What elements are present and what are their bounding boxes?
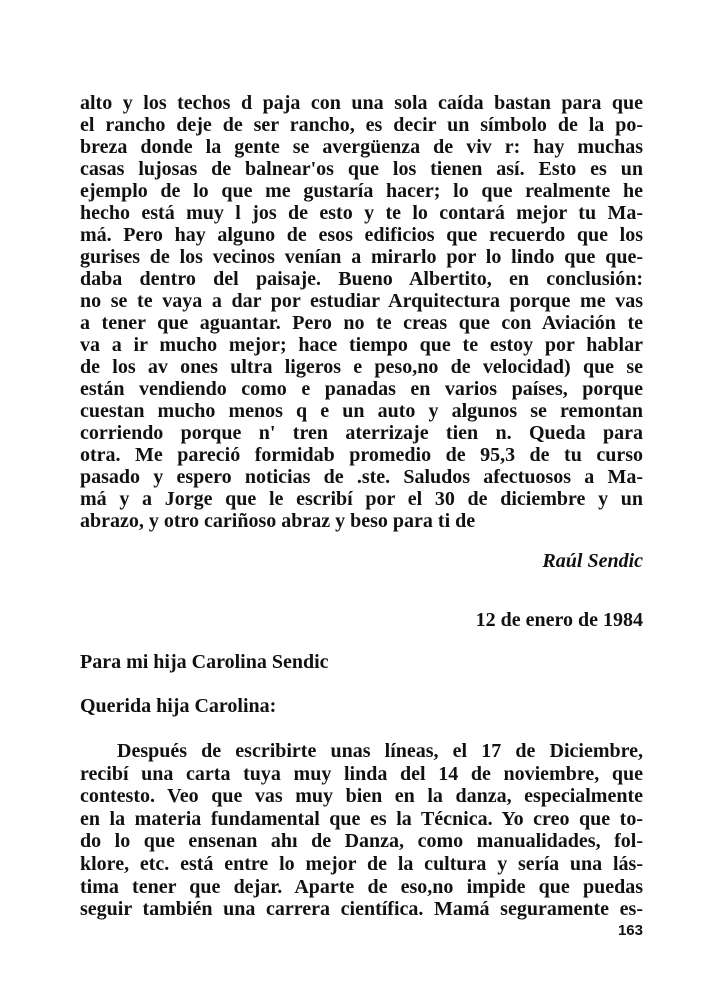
salutation: Querida hija Carolina: bbox=[80, 695, 277, 717]
text-line: alto y los techos d paja con una sola caída bastan para que bbox=[80, 92, 643, 114]
text-line: tima tener que dejar. Aparte de eso,no impide que puedas bbox=[80, 875, 643, 898]
letter-1-body bbox=[80, 92, 643, 532]
text-line: en la materia fundamental que es la Técnica. Yo creo que to- bbox=[80, 807, 643, 830]
text-line: casas lujosas de balnear'os que los tienen así. Esto es un bbox=[80, 158, 643, 180]
text-line: recibí una carta tuya muy linda del 14 de noviembre, que bbox=[80, 762, 643, 785]
text-line: breza donde la gente se avergüenza de viv r: hay muchas bbox=[80, 136, 643, 158]
text-line: daba dentro del paisaje. Bueno Albertito, en conclusión: bbox=[80, 268, 643, 290]
text-line: má y a Jorge que le escribí por el 30 de diciembre y un bbox=[80, 488, 643, 510]
page-number: 163 bbox=[617, 922, 643, 939]
addressee: Para mi hija Carolina Sendic bbox=[80, 651, 329, 673]
text-line: corriendo porque n' tren aterrizaje tien n. Queda para bbox=[80, 422, 643, 444]
text-line: el rancho deje de ser rancho, es decir un símbolo de la po- bbox=[80, 114, 643, 136]
text-line: de los av ones ultra ligeros e peso,no de velocidad) que se bbox=[80, 356, 643, 378]
text-line: Después de escribirte unas líneas, el 17 de Diciembre, bbox=[117, 740, 643, 762]
text-line: seguir también una carrera científica. Mamá seguramente es- bbox=[80, 898, 643, 921]
text-line: klore, etc. está entre lo mejor de la cultura y sería una lás- bbox=[80, 852, 643, 875]
signature: Raúl Sendic bbox=[542, 550, 643, 572]
text-line: abrazo, y otro cariñoso abraz y beso para ti de bbox=[80, 510, 476, 532]
text-line: no se te vaya a dar por estudiar Arquitectura porque me vas bbox=[80, 290, 643, 312]
letter-2-body bbox=[80, 740, 643, 921]
text-line: otra. Me pareció formidab promedio de 95,3 de tu curso bbox=[80, 444, 643, 466]
text-line: contesto. Veo que vas muy bien en la danza, especialmente bbox=[80, 785, 643, 808]
text-line: cuestan mucho menos q e un auto y algunos se remontan bbox=[80, 400, 643, 422]
text-line: a tener que aguantar. Pero no te creas que con Aviación te bbox=[80, 312, 643, 334]
text-line: hecho está muy l jos de esto y te lo contará mejor tu Ma- bbox=[80, 202, 643, 224]
letter-date: 12 de enero de 1984 bbox=[475, 609, 643, 631]
text-line: pasado y espero noticias de .ste. Saludos afectuosos a Ma- bbox=[80, 466, 643, 488]
text-line: va a ir mucho mejor; hace tiempo que te estoy por hablar bbox=[80, 334, 643, 356]
text-line: má. Pero hay alguno de esos edificios que recuerdo que los bbox=[80, 224, 643, 246]
text-line: gurises de los vecinos venían a mirarlo por lo lindo que que- bbox=[80, 246, 643, 268]
text-line: están vendiendo como e panadas en varios países, porque bbox=[80, 378, 643, 400]
text-line: do lo que ensenan ahı de Danza, como manualidades, fol- bbox=[80, 830, 643, 853]
text-line: ejemplo de lo que me gustaría hacer; lo que realmente he bbox=[80, 180, 643, 202]
